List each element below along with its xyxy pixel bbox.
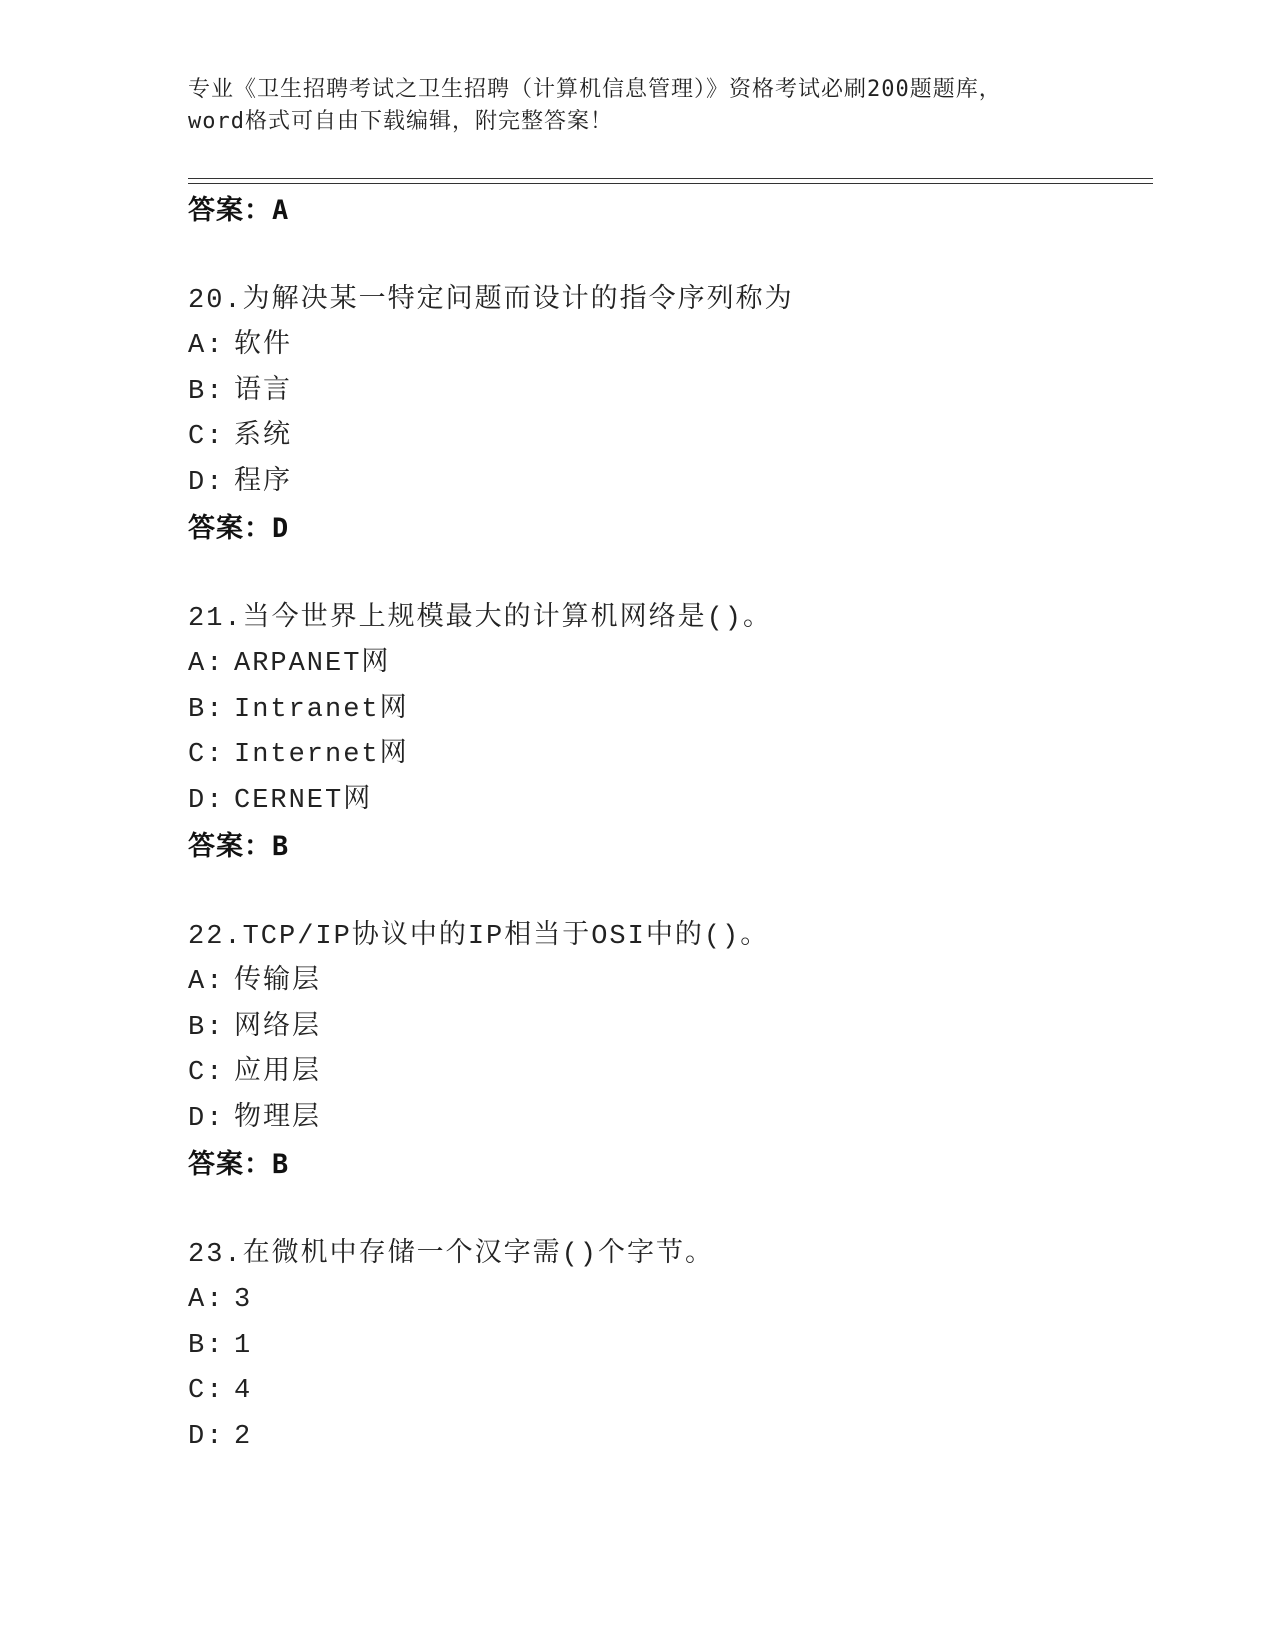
option-letter: A: (188, 967, 225, 997)
option-letter: D: (188, 1103, 225, 1134)
question-block (188, 597, 1153, 915)
questions-container (188, 279, 1153, 1461)
option-d (188, 779, 1153, 825)
option-letter: A: (188, 649, 225, 679)
spacer (188, 870, 1153, 915)
option-d (188, 1097, 1153, 1143)
option-text: 3 (234, 1285, 253, 1315)
option-text: Intranet网 (234, 694, 409, 725)
spacer (188, 552, 1153, 597)
question-block (188, 915, 1153, 1233)
option-letter: D: (188, 785, 225, 816)
answer-line: 答案：B (188, 831, 290, 862)
option-c (188, 1051, 1153, 1097)
option-text: 语言 (234, 376, 292, 407)
question-stem: 23.在微机中存储一个汉字需()个字节。 (188, 1239, 715, 1270)
option-text: 应用层 (234, 1058, 321, 1088)
option-letter: D: (188, 467, 225, 498)
option-text: 网络层 (234, 1012, 321, 1043)
spacer (188, 234, 1153, 279)
previous-answer: 答案：A (188, 195, 290, 226)
option-text: 物理层 (234, 1103, 321, 1134)
option-c (188, 733, 1153, 779)
option-letter: C: (188, 422, 225, 452)
option-b (188, 370, 1153, 416)
option-b (188, 1324, 1153, 1370)
option-text: ARPANET网 (234, 649, 391, 679)
option-text: Internet网 (234, 740, 409, 770)
option-text: 程序 (234, 467, 292, 498)
option-d (188, 461, 1153, 507)
document-header (188, 74, 1088, 138)
header-divider-top (188, 178, 1153, 179)
answer-line: 答案：B (188, 1149, 290, 1180)
option-b (188, 1006, 1153, 1052)
option-letter: C: (188, 740, 225, 770)
option-letter: B: (188, 694, 225, 725)
option-letter: C: (188, 1058, 225, 1088)
option-letter: B: (188, 376, 225, 407)
option-letter: D: (188, 1421, 225, 1452)
header-line-2: word格式可自由下载编辑，附完整答案！ (188, 109, 613, 134)
question-block (188, 1233, 1153, 1461)
option-letter: B: (188, 1330, 225, 1361)
option-letter: B: (188, 1012, 225, 1043)
option-text: CERNET网 (234, 785, 373, 816)
option-text: 传输层 (234, 967, 321, 997)
question-block (188, 279, 1153, 597)
option-c (188, 1369, 1153, 1415)
option-text: 1 (234, 1330, 253, 1361)
option-a (188, 960, 1153, 1006)
option-c (188, 415, 1153, 461)
header-line-1: 专业《卫生招聘考试之卫生招聘（计算机信息管理）》资格考试必刷200题题库， (188, 77, 1002, 102)
option-d (188, 1415, 1153, 1461)
option-text: 4 (234, 1376, 253, 1406)
option-a (188, 324, 1153, 370)
option-text: 2 (234, 1421, 253, 1452)
option-text: 系统 (234, 422, 292, 452)
option-letter: A: (188, 1285, 225, 1315)
spacer (188, 1188, 1153, 1233)
option-a (188, 1278, 1153, 1324)
answer-line: 答案：D (188, 513, 290, 544)
option-text: 软件 (234, 331, 292, 361)
option-b (188, 688, 1153, 734)
option-a (188, 642, 1153, 688)
option-letter: C: (188, 1376, 225, 1406)
question-stem: 22.TCP/IP协议中的IP相当于OSI中的()。 (188, 921, 770, 952)
question-stem: 20.为解决某一特定问题而设计的指令序列称为 (188, 285, 794, 316)
question-list (188, 188, 1153, 1460)
question-stem: 21.当今世界上规模最大的计算机网络是()。 (188, 603, 773, 634)
option-letter: A: (188, 331, 225, 361)
header-divider-bottom (188, 183, 1153, 184)
